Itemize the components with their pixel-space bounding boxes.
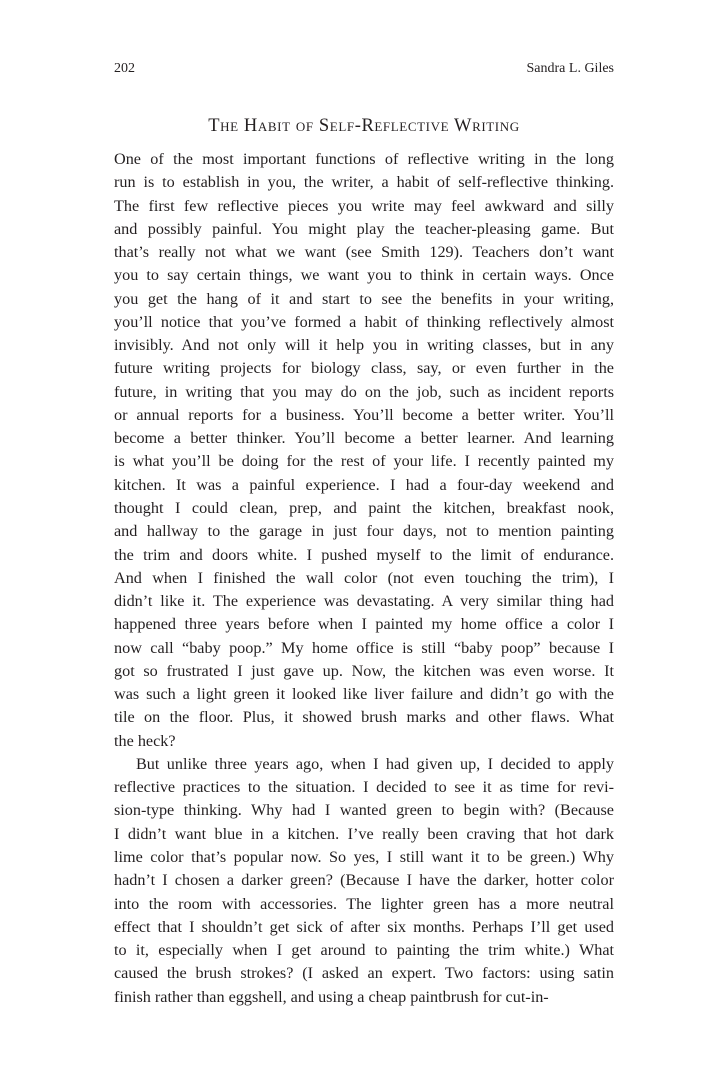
text-line: and possibly painful. You might play the teacher-pleasing game. But	[114, 219, 614, 238]
text-line: reflective practices to the situation. I decided to see it as time for revi-	[114, 778, 614, 797]
text-line: happened three years before when I painted my home office a color I	[114, 615, 614, 634]
paragraph-1	[114, 148, 614, 753]
section-title: The Habit of Self-Reflective Writing	[208, 116, 520, 136]
body-text	[114, 148, 614, 1009]
text-line: into the room with accessories. The lighter green has a more neutral	[114, 894, 614, 913]
text-line: is what you’ll be doing for the rest of your life. I recently painted my	[114, 452, 614, 471]
text-line: to it, especially when I get around to painting the trim white.) What	[114, 941, 614, 960]
text-line: And when I finished the wall color (not even touching the trim), I	[114, 568, 614, 587]
text-line: finish rather than eggshell, and using a cheap paintbrush for cut-in-	[114, 987, 549, 1006]
text-line: run is to establish in you, the writer, a habit of self-reflective thinking.	[114, 173, 614, 192]
text-line: you get the hang of it and start to see the benefits in your writing,	[114, 289, 614, 308]
text-line: One of the most important functions of reflective writing in the long	[114, 150, 614, 168]
text-line: future, in writing that you may do on the job, such as incident reports	[114, 382, 614, 401]
text-line: effect that I shouldn’t get sick of after six months. Perhaps I’ll get used	[114, 917, 614, 936]
paragraph-2	[114, 753, 614, 1009]
text-line: now call “baby poop.” My home office is still “baby poop” because I	[114, 638, 614, 657]
text-line: hadn’t I chosen a darker green? (Because I have the darker, hotter color	[114, 871, 614, 890]
text-line: and hallway to the garage in just four days, not to mention painting	[114, 522, 614, 541]
running-head	[114, 59, 614, 79]
text-line: The first few reflective pieces you write may feel awkward and silly	[114, 196, 614, 215]
author-name: Sandra L. Giles	[526, 61, 614, 76]
text-line: that’s really not what we want (see Smith 129). Teachers don’t want	[114, 243, 614, 262]
text-line: caused the brush strokes? (I asked an expert. Two factors: using satin	[114, 964, 614, 983]
text-line: you’ll notice that you’ve formed a habit of thinking reflectively almost	[114, 312, 614, 331]
text-line: I didn’t want blue in a kitchen. I’ve really been craving that hot dark	[114, 824, 614, 843]
text-line: didn’t like it. The experience was devastating. A very similar thing had	[114, 592, 614, 611]
text-line: sion-type thinking. Why had I wanted green to begin with? (Because	[114, 801, 614, 820]
text-line: future writing projects for biology class, say, or even further in the	[114, 359, 614, 378]
text-line: got so frustrated I just gave up. Now, the kitchen was even worse. It	[114, 661, 614, 680]
text-line: kitchen. It was a painful experience. I had a four-day weekend and	[114, 475, 614, 494]
page-number: 202	[114, 61, 135, 76]
text-line: you to say certain things, we want you to think in certain ways. Once	[114, 266, 614, 285]
text-line: the trim and doors white. I pushed myself to the limit of endurance.	[114, 545, 614, 564]
text-line: or annual reports for a business. You’ll become a better writer. You’ll	[114, 405, 614, 424]
text-line: But unlike three years ago, when I had given up, I decided to apply	[136, 754, 614, 773]
text-line: thought I could clean, prep, and paint the kitchen, breakfast nook,	[114, 498, 614, 517]
text-line: the heck?	[114, 731, 176, 750]
text-line: invisibly. And not only will it help you in writing classes, but in any	[114, 336, 614, 355]
text-line: lime color that’s popular now. So yes, I still want it to be green.) Why	[114, 847, 614, 866]
text-line: tile on the floor. Plus, it showed brush marks and other flaws. What	[114, 708, 614, 727]
text-line: was such a light green it looked like liver failure and didn’t go with the	[114, 685, 614, 704]
text-line: become a better thinker. You’ll become a better learner. And learning	[114, 429, 614, 448]
